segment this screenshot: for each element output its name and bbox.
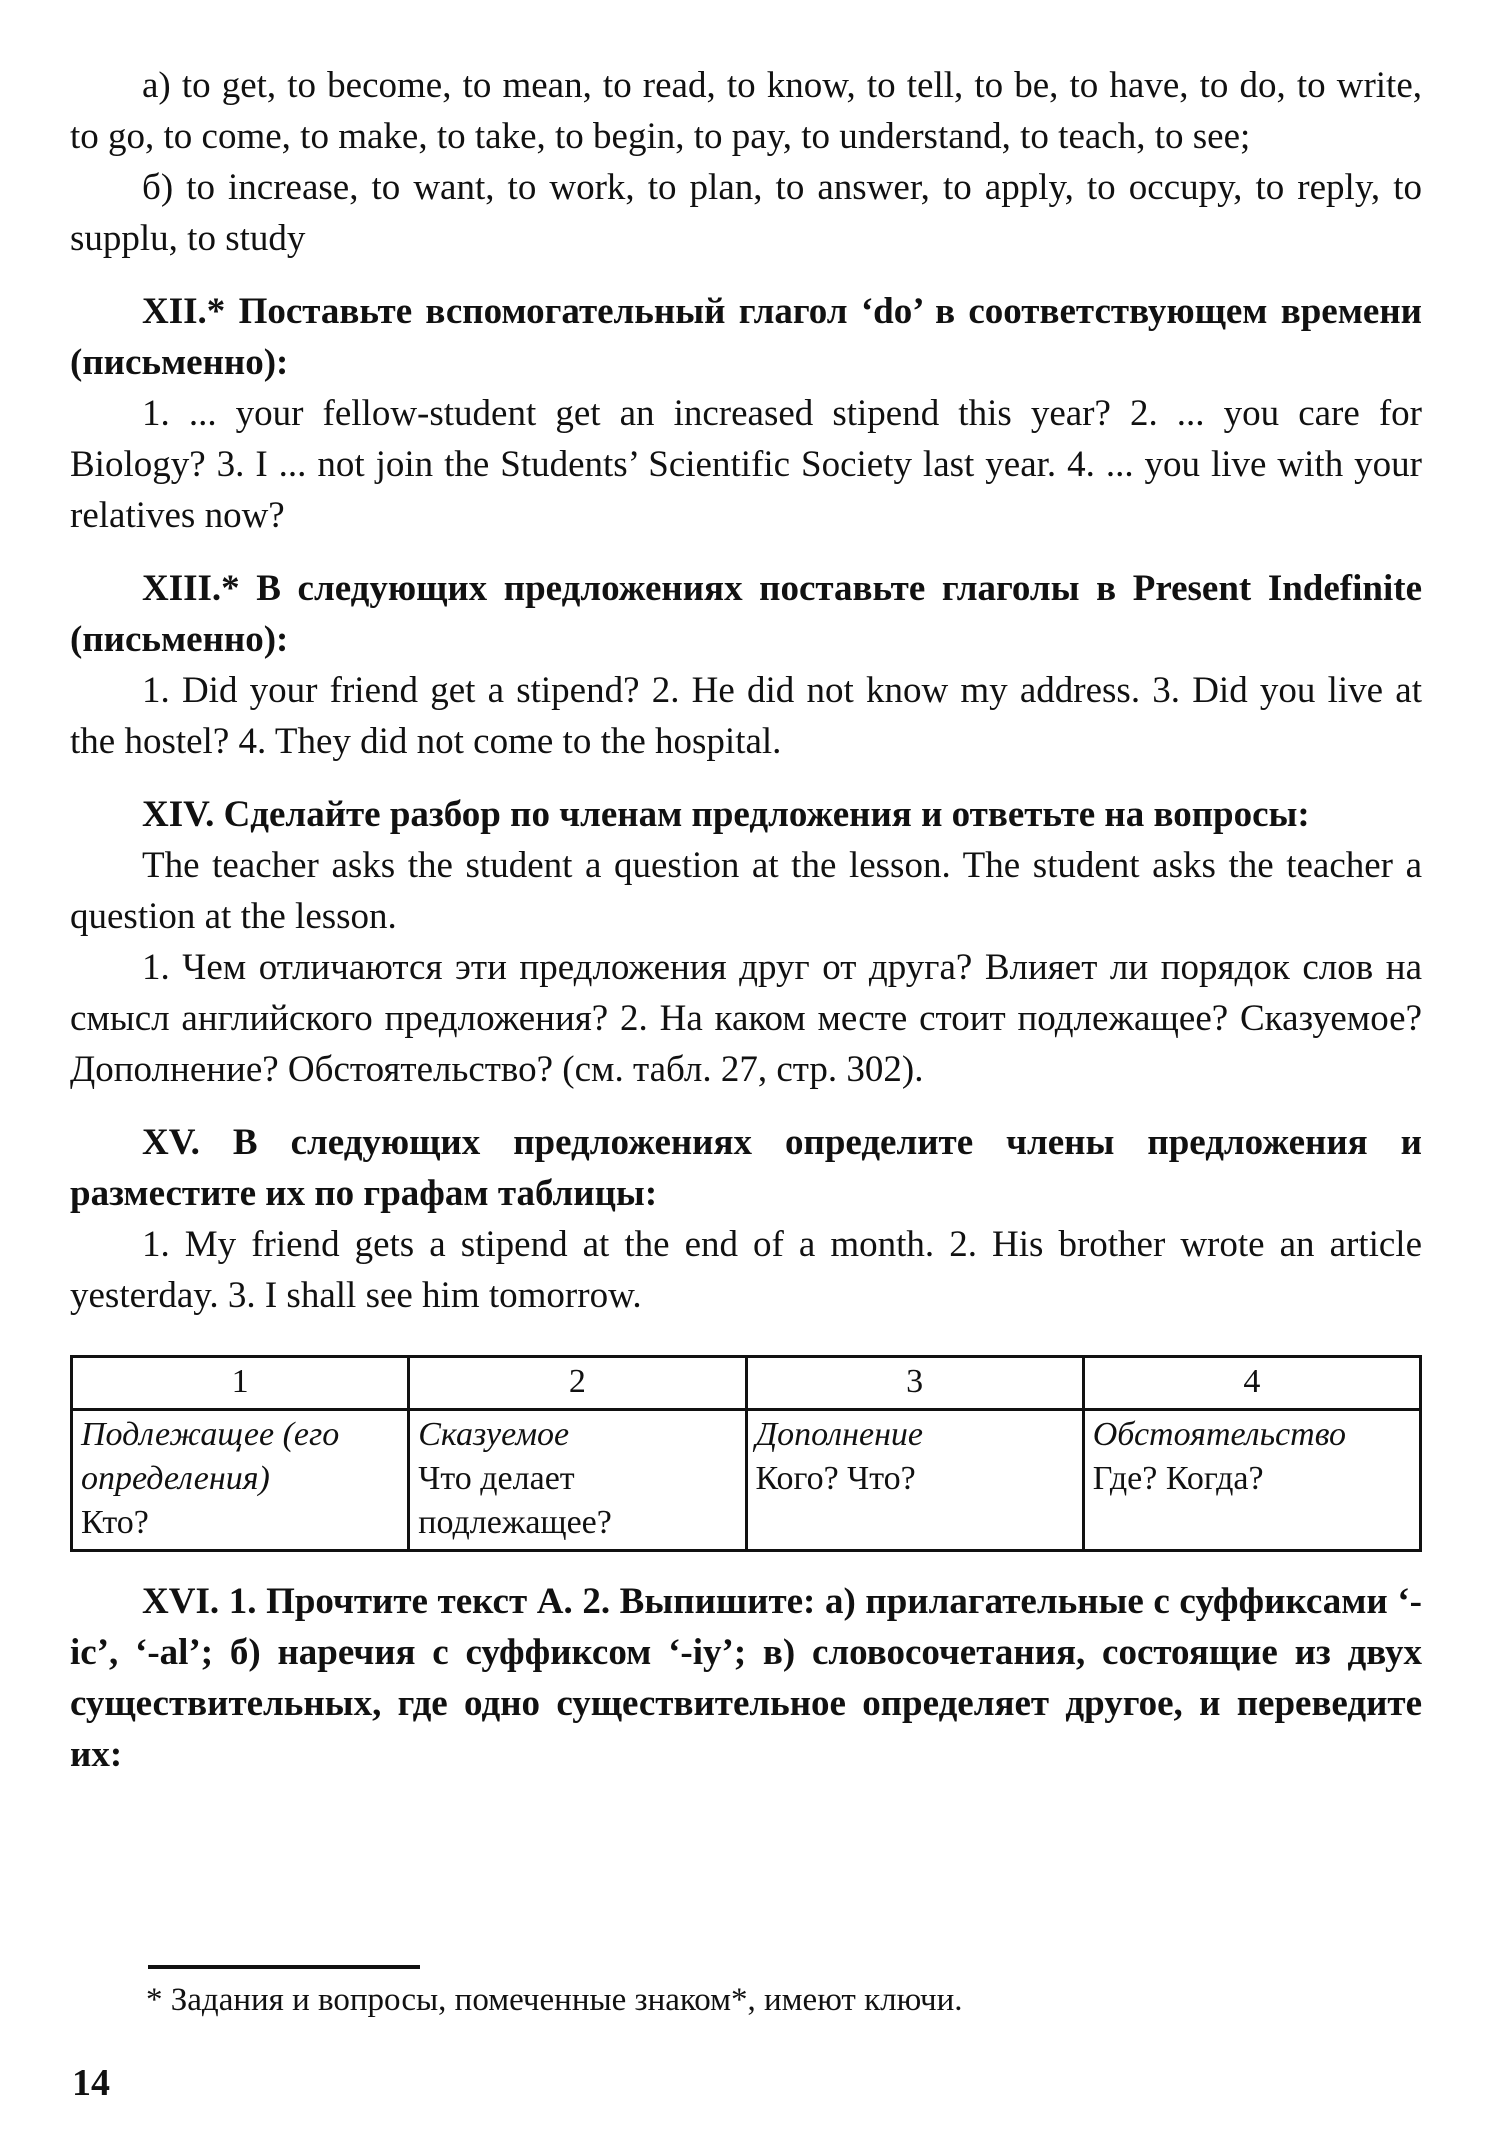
table-header-cell: 4 (1083, 1357, 1420, 1410)
table-header-cell: 2 (409, 1357, 746, 1410)
sentence-members-table (70, 1355, 1422, 1552)
cell-title: Сказуемое (418, 1416, 570, 1453)
cell-question: Где? Когда? (1092, 1460, 1264, 1497)
cell-question: Кого? Что? (755, 1460, 916, 1497)
cell-title: Дополнение (755, 1416, 924, 1453)
table-cell-predicate (409, 1410, 746, 1551)
exercise-xv-text: 1. My friend gets a stipend at the end of a month. 2. His brother wrote an article yesterday. 3. I shall see him tomorrow. (70, 1224, 1422, 1316)
exercise-xii (70, 286, 1422, 541)
footnote-divider (148, 1965, 420, 1969)
exercise-xii-text: 1. ... your fellow-student get an increased stipend this year? 2. ... you care for Biology? 3. I ... not join the Students’ Scientific Society last year. 4. ... you live with your relatives now? (70, 393, 1422, 536)
footnote: * Задания и вопросы, помеченные знаком*, имеют ключи. (146, 1982, 963, 2018)
cell-title-cont: определения) (81, 1460, 270, 1497)
exercise-xvi (70, 1576, 1422, 1780)
exercise-xiv (70, 789, 1422, 1095)
exercise-xiii-heading: XIII.* В следующих предложениях поставьте глаголы в Present Indefinite (письменно): (70, 568, 1422, 660)
exercise-xiv-text: The teacher asks the student a question at the lesson. The student asks the teacher a question at the lesson. (70, 845, 1422, 937)
table-header-cell: 1 (72, 1357, 409, 1410)
exercise-xii-heading: XII.* Поставьте вспомогательный глагол ‘do’ в соответствующем времени (письменно): (70, 291, 1422, 383)
exercise-xvi-heading: XVI. 1. Прочтите текст А. 2. Выпишите: а) прилагательные с суффиксами ‘-ic’, ‘-al’; б) наречия с суффиксом ‘-iy’; в) словосочетания, состоящие из двух существительных, где одно существительное определяет другое, и переведите их: (70, 1581, 1422, 1775)
table-cell-adverbial (1083, 1410, 1420, 1551)
exercise-xiii (70, 563, 1422, 767)
cell-question-cont: подлежащее? (418, 1504, 612, 1541)
cell-question: Что делает (418, 1460, 575, 1497)
page-number: 14 (72, 2062, 110, 2104)
exercise-xi (70, 60, 1422, 264)
table-row (72, 1410, 1421, 1551)
exercise-xi-list-a: а) to get, to become, to mean, to read, to know, to tell, to be, to have, to do, to write, to go, to come, to make, to take, to begin, to pay, to understand, to teach, to see; (70, 65, 1422, 157)
cell-title: Обстоятельство (1092, 1416, 1347, 1453)
table-header-row (72, 1357, 1421, 1410)
table-header-cell: 3 (746, 1357, 1083, 1410)
exercise-xi-list-b: б) to increase, to want, to work, to plan, to answer, to apply, to occupy, to reply, to supplu, to study (70, 167, 1422, 259)
exercise-xv-heading: XV. В следующих предложениях определите члены предложения и разместите их по графам таблицы: (70, 1122, 1422, 1214)
table-cell-subject (72, 1410, 409, 1551)
cell-question: Кто? (81, 1504, 149, 1541)
exercise-xiv-questions: 1. Чем отличаются эти предложения друг от друга? Влияет ли порядок слов на смысл английского предложения? 2. На каком месте стоит подлежащее? Сказуемое? Дополнение? Обстоятельство? (см. табл. 27, стр. 302). (70, 947, 1422, 1090)
exercise-xiii-text: 1. Did your friend get a stipend? 2. He did not know my address. 3. Did you live at the hostel? 4. They did not come to the hospital. (70, 670, 1422, 762)
exercise-xiv-heading: XIV. Сделайте разбор по членам предложения и ответьте на вопросы: (142, 794, 1310, 835)
cell-title: Подлежащее (его (81, 1416, 340, 1453)
table-cell-object (746, 1410, 1083, 1551)
exercise-xv (70, 1117, 1422, 1552)
